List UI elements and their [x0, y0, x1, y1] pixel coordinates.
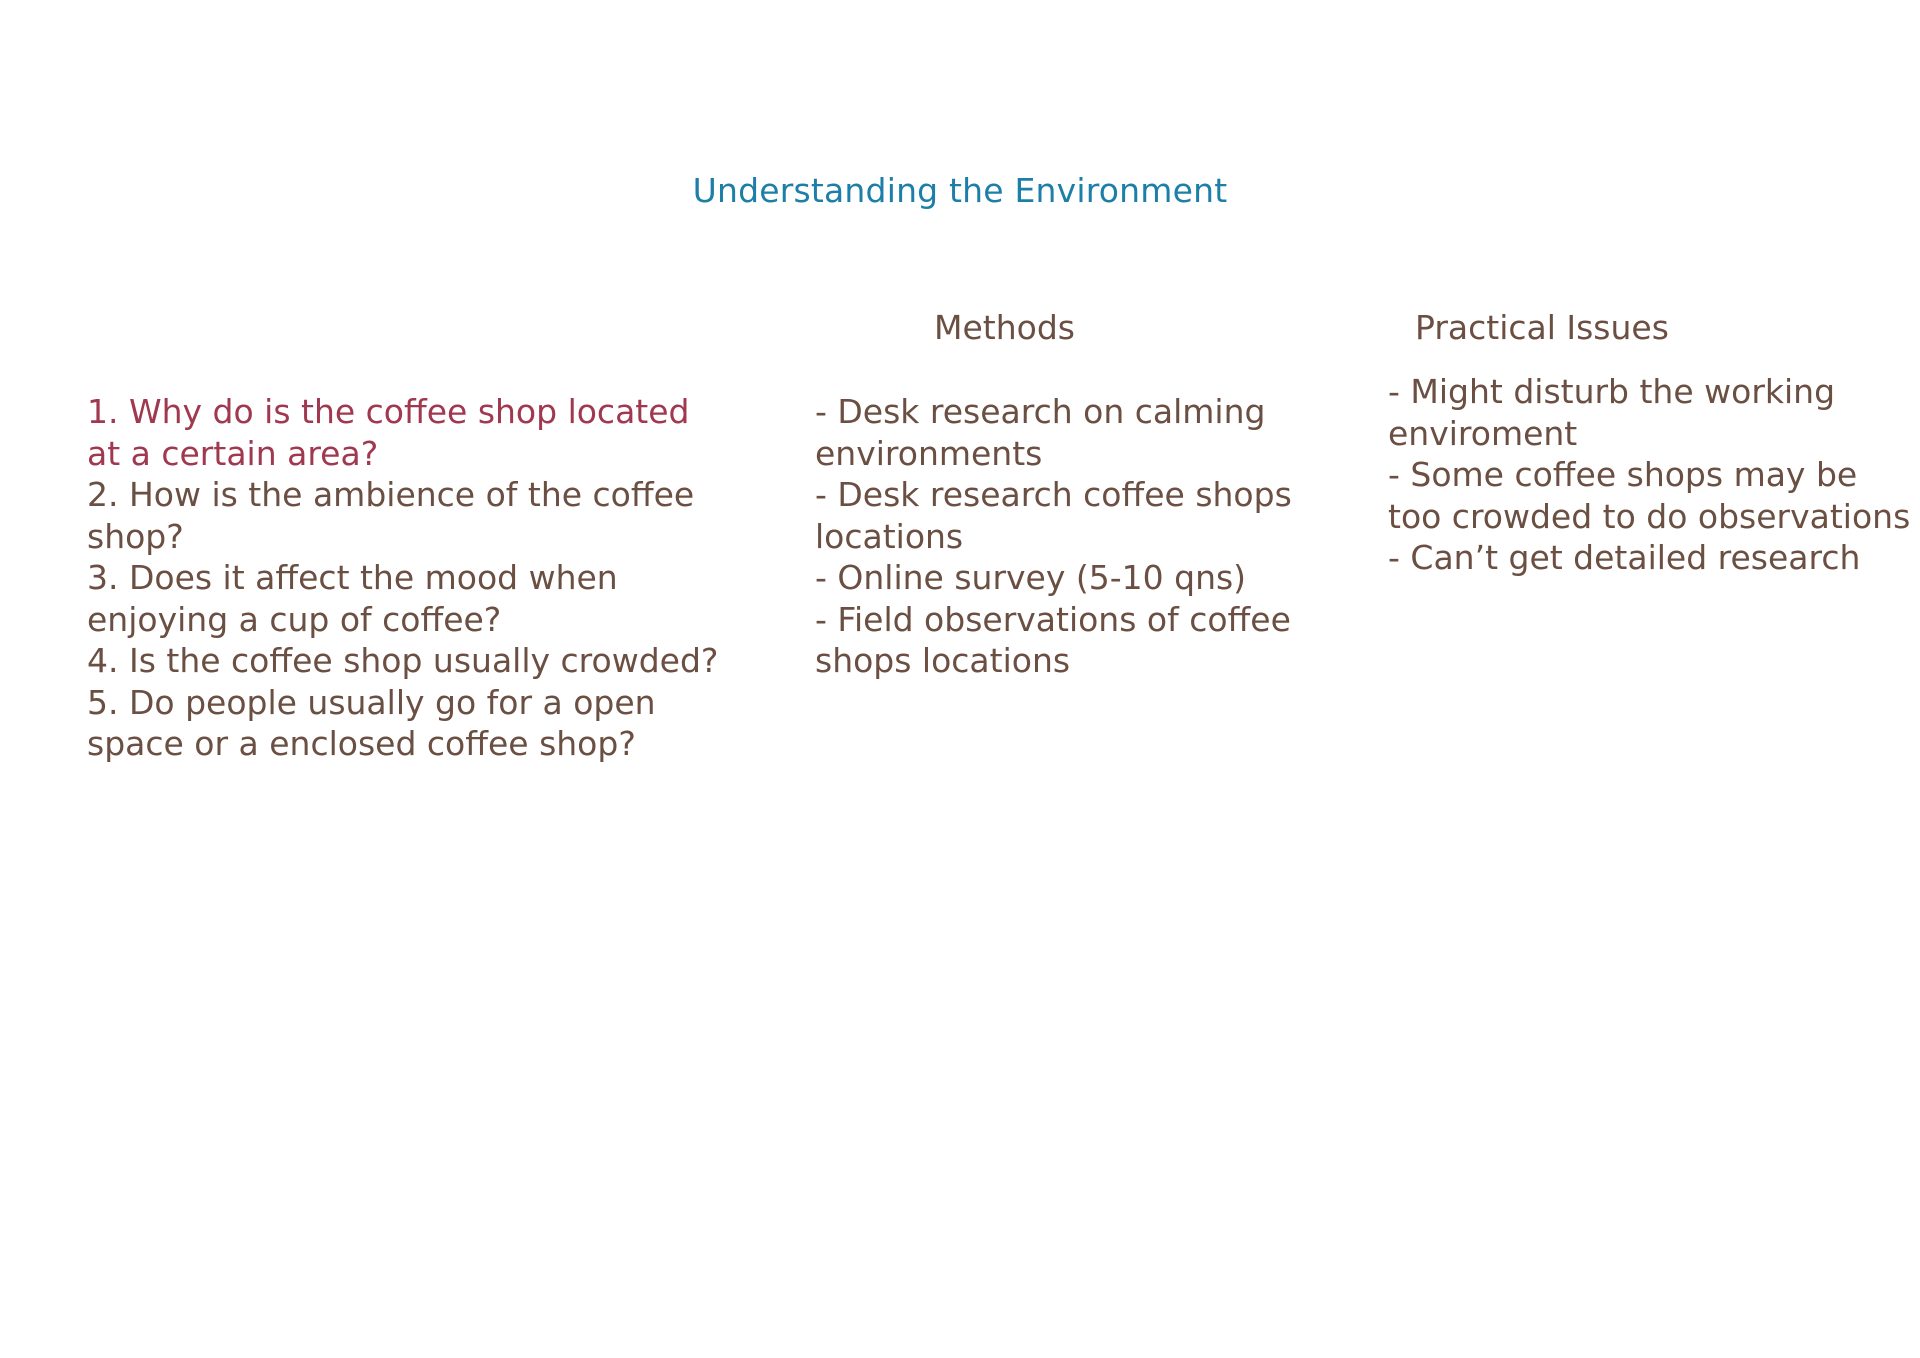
- issue-item-3: - Can’t get detailed research: [1388, 538, 1861, 577]
- page-title: Understanding the Environment: [692, 171, 1228, 210]
- method-item-3: - Online survey (5-10 qns): [815, 558, 1247, 597]
- methods-heading: Methods: [934, 308, 1075, 347]
- question-item-4: 4. Is the coffee shop usually crowded?: [87, 641, 719, 680]
- question-item-3: 3. Does it affect the mood when enjoying a cup of coffee?: [87, 558, 618, 639]
- question-item-1: 1. Why do is the coffee shop located at a certain area?: [87, 392, 690, 473]
- method-item-1: - Desk research on calming environments: [815, 392, 1266, 473]
- issue-item-2: - Some coffee shops may be too crowded to do observations: [1388, 455, 1911, 536]
- practical-issues-heading: Practical Issues: [1415, 308, 1669, 347]
- method-item-4: - Field observations of coffee shops locations: [815, 599, 1291, 680]
- method-item-2: - Desk research coffee shops locations: [815, 475, 1292, 556]
- question-item-5: 5. Do people usually go for a open space or a enclosed coffee shop?: [87, 682, 656, 763]
- question-item-2: 2. How is the ambience of the coffee shop?: [87, 475, 695, 556]
- practical-issues-list: [1388, 371, 1918, 579]
- research-questions-list: [87, 391, 727, 765]
- methods-list: [815, 391, 1395, 682]
- issue-item-1: - Might disturb the working enviroment: [1388, 372, 1836, 453]
